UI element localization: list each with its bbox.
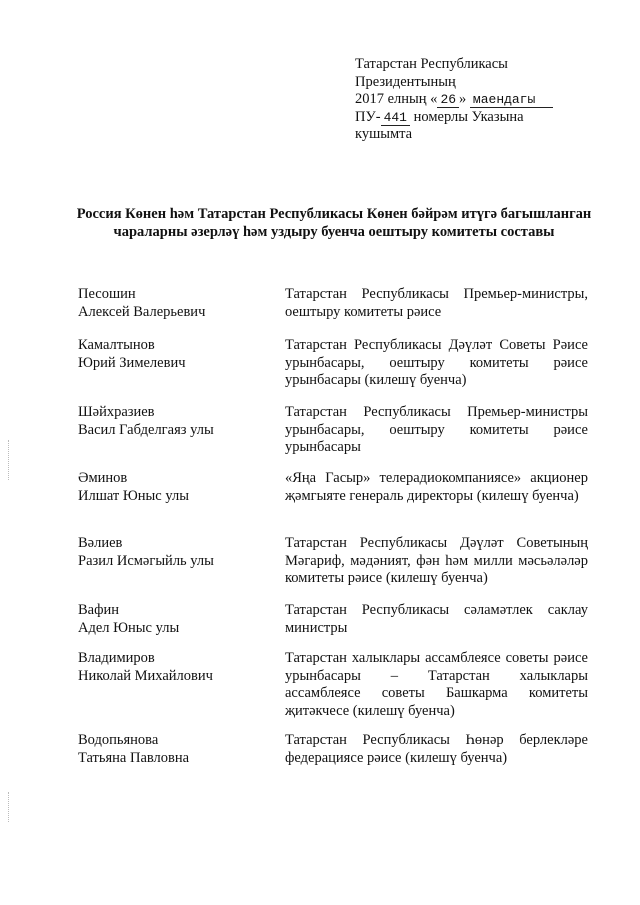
member-surname: Әминов: [78, 470, 128, 486]
member-surname: Вафин: [78, 602, 120, 618]
stamp-month: маендагы: [470, 92, 553, 108]
member-given-name: Илшат Юныс улы: [78, 487, 189, 504]
stamp-line-1: Татарстан Республикасы: [355, 56, 508, 72]
member-given-name: Татьяна Павловна: [78, 749, 190, 766]
member-role: Татарстан Республикасы Премьер-министры урынбасары, оештыру комитеты рәисе урынбасары: [285, 404, 588, 455]
member-role: Татарстан Республикасы Премьер-министры, оештыру комитеты рәисе: [285, 286, 588, 320]
stamp-number-suffix: номерлы Указына: [413, 108, 524, 125]
document-title: Россия Көнен һәм Татарстан Республикасы Көнен бәйрәм итүгә багышланган чараларны әзерләү һәм уздыру буенча оештыру комитеты составы: [76, 206, 592, 240]
member-surname: Песошин: [78, 286, 136, 302]
member-role: «Яңа Гасыр» телерадиокомпаниясе» акционер җәмгыяте генераль директоры (килешү буенча): [285, 470, 588, 504]
member-given-name: Адел Юныс улы: [78, 619, 180, 636]
member-name: [78, 286, 268, 321]
stamp-date-line: [355, 91, 605, 109]
member-role: Татарстан Республикасы сәламәтлек саклау министры: [285, 602, 588, 636]
scan-margin-mark: [8, 792, 11, 822]
stamp-year-prefix: 2017 елның «: [355, 91, 438, 107]
stamp-number: 441: [381, 110, 410, 126]
member-name: [78, 650, 268, 685]
member-name: [78, 404, 268, 439]
member-given-name: Алексей Валерьевич: [78, 303, 206, 320]
member-given-name: Разил Исмәгыйль улы: [78, 552, 214, 569]
member-given-name: Николай Михайлович: [78, 667, 213, 684]
member-name: [78, 337, 268, 372]
stamp-line-5: кушымта: [355, 126, 413, 142]
member-given-name: Васил Габделгаяз улы: [78, 421, 214, 438]
scan-margin-mark: [8, 440, 11, 480]
stamp-number-line: [355, 109, 605, 127]
member-surname: Владимиров: [78, 650, 155, 666]
member-surname: Камалтынов: [78, 337, 155, 353]
member-role: Татарстан халыклары ассамблеясе советы рәисе урынбасары – Татарстан халыклары ассамблеясе советы Башкарма комитеты җитәкчесе (килешү буенча): [285, 650, 588, 719]
member-role: Татарстан Республикасы Һөнәр берлекләре федерациясе рәисе (килешү буенча): [285, 732, 588, 766]
member-name: [78, 732, 268, 767]
member-role: Татарстан Республикасы Дәүләт Советы Рәисе урынбасары, оештыру комитеты рәисе урынбасары (килешү буенча): [285, 337, 588, 388]
member-surname: Водопьянова: [78, 732, 159, 748]
decree-appendix-stamp: [355, 56, 605, 144]
member-surname: Вәлиев: [78, 535, 123, 551]
stamp-line-2: Президентының: [355, 73, 456, 90]
member-name: [78, 602, 268, 637]
stamp-day: 26: [437, 92, 459, 108]
member-name: [78, 535, 268, 570]
member-surname: Шәйхразиев: [78, 404, 155, 420]
member-given-name: Юрий Зимелевич: [78, 354, 186, 371]
member-role: Татарстан Республикасы Дәүләт Советының Мәгариф, мәдәният, фән һәм милли мәсьәләләр комитеты рәисе (килешү буенча): [285, 535, 588, 586]
member-name: [78, 470, 268, 505]
stamp-year-mid: »: [459, 91, 467, 107]
stamp-number-prefix: ПУ-: [355, 108, 381, 125]
